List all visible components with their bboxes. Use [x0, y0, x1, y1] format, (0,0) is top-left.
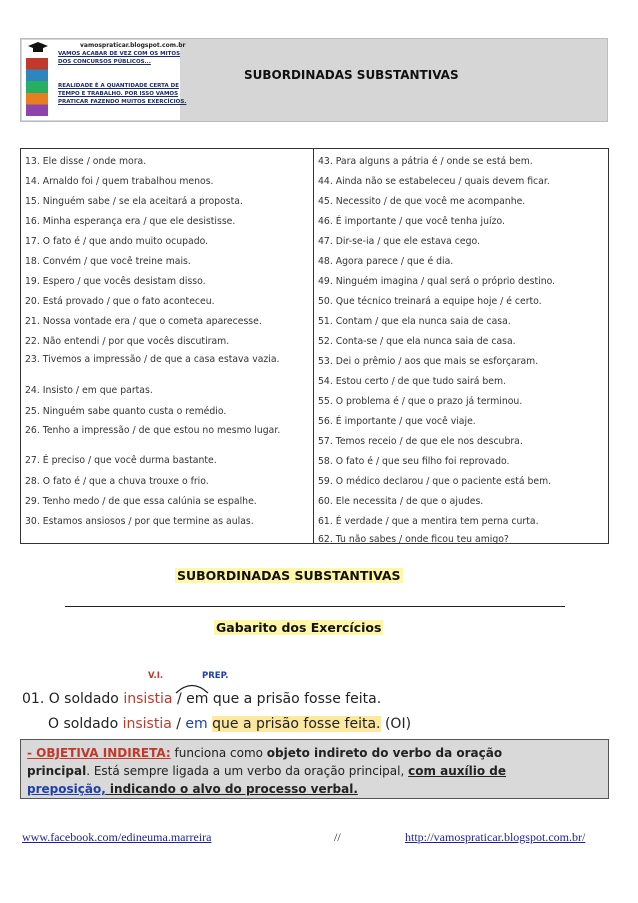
- logo-line: PRATICAR FAZENDO MUITOS EXERCÍCIOS.: [58, 99, 187, 105]
- blog-logo: [22, 40, 187, 120]
- exercise-item: 22. Não entendi / por que vocês discutiram.: [25, 336, 230, 347]
- exercise-item: 15. Ninguém sabe / se ela aceitará a proposta.: [25, 196, 243, 207]
- exercise-item: 23. Tivemos a impressão / de que a casa estava vazia.: [25, 354, 280, 365]
- exercise-item: 13. Ele disse / onde mora.: [25, 156, 147, 167]
- answer-analysis: [48, 716, 411, 732]
- exercise-item: 51. Contam / que ela nunca saia de casa.: [318, 316, 511, 327]
- books-icon: [26, 58, 48, 116]
- section-divider: [65, 606, 565, 607]
- exercise-item: 55. O problema é / que o prazo já terminou.: [318, 396, 523, 407]
- column-divider: [313, 149, 314, 543]
- exercise-item: 21. Nossa vontade era / que o cometa aparecesse.: [25, 316, 262, 327]
- exercise-item: 53. Dei o prêmio / aos que mais se esforçaram.: [318, 356, 539, 367]
- sentence-text: 01. O soldado: [22, 691, 124, 707]
- exercise-item: 24. Insisto / em que partas.: [25, 385, 153, 396]
- exercise-item: 44. Ainda não se estabeleceu / quais devem ficar.: [318, 176, 550, 187]
- exercise-item: 50. Que técnico treinará a equipe hoje / é certo.: [318, 296, 542, 307]
- note-text: funciona como: [170, 746, 267, 760]
- exercise-item: 29. Tenho medo / de que essa calúnia se espalhe.: [25, 496, 257, 507]
- clause-highlight: que a prisão fosse feita.: [212, 716, 381, 732]
- sentence-text: / em que a prisão fosse feita.: [172, 691, 382, 707]
- section-subtitle: Gabarito dos Exercícios: [216, 620, 382, 635]
- function-tag: (OI): [380, 716, 412, 732]
- note-bold: principal: [27, 764, 87, 778]
- exercise-item: 26. Tenho a impressão / de que estou no mesmo lugar.: [25, 425, 281, 436]
- logo-line: DOS CONCURSOS PÚBLICOS...: [58, 59, 151, 65]
- exercise-item: 60. Ele necessita / de que o ajudes.: [318, 496, 484, 507]
- logo-line: VAMOS ACABAR DE VEZ COM OS MITOS: [58, 51, 181, 57]
- exercise-item: 47. Dir-se-ia / que ele estava cego.: [318, 236, 481, 247]
- exercise-item: 56. É importante / que você viaje.: [318, 416, 476, 427]
- exercise-item: 25. Ninguém sabe quanto custa o remédio.: [25, 406, 227, 417]
- exercise-item: 28. O fato é / que a chuva trouxe o frio.: [25, 476, 209, 487]
- preposition-label: PREP.: [202, 671, 229, 681]
- note-bold: objeto indireto do verbo da oração: [266, 746, 503, 760]
- section-title: SUBORDINADAS SUBSTANTIVAS: [177, 568, 401, 583]
- exercise-item: 57. Temos receio / de que ele nos descubra.: [318, 436, 523, 447]
- explanation-box: [20, 739, 609, 799]
- verb-label: V.I.: [148, 671, 164, 681]
- exercise-item: 61. É verdade / que a mentira tem perna curta.: [318, 516, 539, 527]
- exercise-item: 58. O fato é / que seu filho foi reprovado.: [318, 456, 510, 467]
- logo-site: vamospraticar.blogspot.com.br: [80, 42, 186, 49]
- note-bold: com auxílio de: [408, 764, 507, 778]
- footer-separator: //: [334, 830, 341, 844]
- exercise-item: 52. Conta-se / que ela nunca saia de casa.: [318, 336, 516, 347]
- exercise-item: 18. Convém / que você treine mais.: [25, 256, 191, 267]
- sentence-text: O soldado: [48, 716, 123, 732]
- logo-line: REALIDADE É A QUANTIDADE CERTA DE: [58, 83, 179, 89]
- note-preposition: preposição,: [27, 782, 106, 796]
- exercise-item: 14. Arnaldo foi / quem trabalhou menos.: [25, 176, 214, 187]
- graduation-cap-icon: [28, 42, 48, 54]
- preposition-text: em: [185, 716, 208, 732]
- logo-line: TEMPO E TRABALHO. POR ISSO VAMOS: [58, 91, 179, 97]
- exercise-item: 27. É preciso / que você durma bastante.: [25, 455, 217, 466]
- verb-text: insistia: [122, 716, 172, 732]
- note-bold: indicando o alvo do processo verbal.: [105, 782, 358, 796]
- exercise-item: 62. Tu não sabes / onde ficou teu amigo?: [318, 534, 509, 545]
- exercise-item: 30. Estamos ansiosos / por que termine as aulas.: [25, 516, 254, 527]
- exercise-table: [20, 148, 609, 544]
- exercise-item: 46. É importante / que você tenha juízo.: [318, 216, 505, 227]
- page-title: SUBORDINADAS SUBSTANTIVAS: [244, 68, 459, 82]
- term-label: - OBJETIVA INDIRETA:: [27, 746, 171, 760]
- exercise-item: 16. Minha esperança era / que ele desistisse.: [25, 216, 236, 227]
- separator-text: /: [171, 716, 186, 732]
- blog-link[interactable]: http://vamospraticar.blogspot.com.br/: [405, 830, 586, 844]
- exercise-item: 19. Espero / que vocês desistam disso.: [25, 276, 206, 287]
- exercise-item: 48. Agora parece / que é dia.: [318, 256, 454, 267]
- verb-text: insistia: [123, 691, 173, 707]
- exercise-item: 54. Estou certo / de que tudo sairá bem.: [318, 376, 507, 387]
- exercise-item: 17. O fato é / que ando muito ocupado.: [25, 236, 209, 247]
- exercise-item: 49. Ninguém imagina / qual será o próprio destino.: [318, 276, 556, 287]
- exercise-item: 59. O médico declarou / que o paciente está bem.: [318, 476, 552, 487]
- exercise-item: 20. Está provado / que o fato aconteceu.: [25, 296, 215, 307]
- answer-sentence: [22, 691, 381, 707]
- exercise-item: 45. Necessito / de que você me acompanhe.: [318, 196, 526, 207]
- facebook-link[interactable]: www.facebook.com/edineuma.marreira: [22, 830, 212, 844]
- note-text: . Está sempre ligada a um verbo da oração principal,: [86, 764, 409, 778]
- exercise-item: 43. Para alguns a pátria é / onde se está bem.: [318, 156, 533, 167]
